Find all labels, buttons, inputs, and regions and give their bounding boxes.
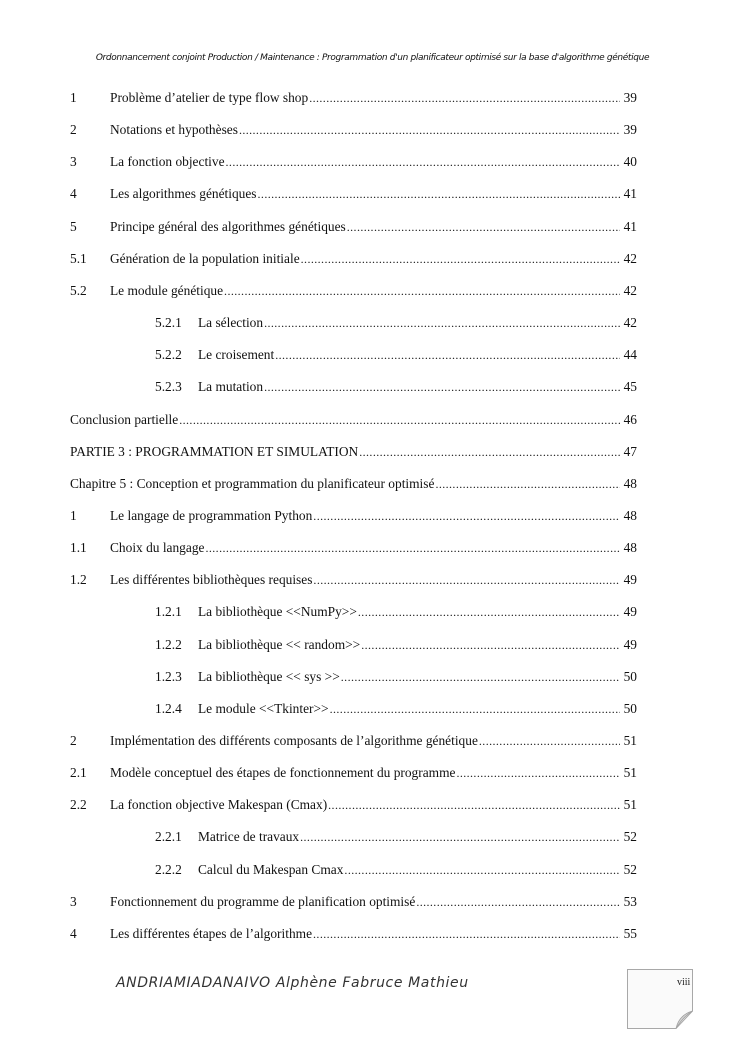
toc-dot-leader [361, 635, 620, 655]
toc-dot-leader [264, 377, 620, 397]
toc-entry-title: Notations et hypothèses [110, 122, 238, 138]
toc-entry-title: Calcul du Makespan Cmax [198, 861, 344, 877]
toc-entry-page: 50 [623, 668, 637, 684]
toc-entry-page: 51 [623, 765, 637, 781]
toc-dot-leader [416, 892, 620, 912]
toc-entry-title: La mutation [198, 379, 264, 395]
toc-entry-page: 52 [623, 829, 637, 845]
toc-entry-title: Modèle conceptuel des étapes de fonctionnement du programme [110, 765, 456, 781]
toc-entry-number: 1.2.2 [155, 636, 182, 652]
toc-entry-title: Le langage de programmation Python [110, 507, 313, 523]
toc-entry-number: 5 [70, 218, 77, 234]
toc-entry-page: 48 [623, 507, 637, 523]
toc-dot-leader [330, 699, 620, 719]
toc-entry[interactable] [155, 699, 637, 719]
toc-dot-leader [435, 474, 620, 494]
toc-entry-number: 2.2 [70, 797, 87, 813]
footer-author: ANDRIAMIADANAIVO Alphène Fabruce Mathieu [116, 975, 469, 991]
footer-page-number: viii [677, 977, 691, 988]
toc-entry-page: 47 [623, 443, 637, 459]
toc-entry-page: 51 [623, 733, 637, 748]
toc-entry-number: 3 [70, 893, 77, 909]
toc-entry-number: 5.2.3 [155, 379, 182, 395]
toc-entry[interactable] [70, 474, 637, 494]
toc-entry[interactable] [70, 410, 637, 430]
toc-entry[interactable] [155, 827, 637, 847]
toc-entry[interactable] [70, 152, 637, 172]
toc-entry[interactable] [70, 570, 637, 590]
toc-entry-page: 49 [623, 636, 637, 652]
toc-entry-page: 50 [623, 700, 637, 716]
toc-entry-page: 53 [623, 893, 637, 909]
toc-entry-page: 39 [623, 90, 637, 105]
toc-dot-leader [239, 120, 620, 140]
toc-entry-number: 2.2.2 [155, 861, 182, 877]
toc-dot-leader [313, 924, 620, 944]
toc-entry-number: 5.2.1 [155, 315, 182, 330]
toc-entry-page: 42 [623, 250, 637, 266]
toc-entry-page: 41 [623, 186, 637, 202]
toc-entry-page: 51 [623, 797, 637, 813]
toc-dot-leader [179, 410, 620, 430]
toc-dot-leader [328, 795, 620, 815]
toc-entry-number: 2.2.1 [155, 829, 182, 845]
toc-entry[interactable] [70, 892, 637, 912]
toc-entry-title: Les algorithmes génétiques [110, 186, 257, 202]
toc-entry[interactable] [155, 667, 637, 687]
toc-entry-title: Fonctionnement du programme de planification optimisé [110, 893, 416, 909]
toc-entry-title: Le module <<Tkinter>> [198, 700, 329, 716]
toc-dot-leader [313, 570, 620, 590]
toc-entry-page: 39 [623, 122, 637, 138]
toc-entry-title: Choix du langage [110, 540, 205, 556]
toc-entry-title: Matrice de travaux [198, 829, 300, 845]
toc-entry-page: 48 [623, 475, 637, 491]
toc-entry[interactable] [70, 795, 637, 815]
toc-dot-leader [456, 763, 620, 783]
toc-entry-number: 2.1 [70, 765, 87, 781]
toc-entry-title: Les différentes bibliothèques requises [110, 572, 313, 588]
toc-entry-page: 42 [623, 282, 637, 298]
toc-entry-number: 1 [70, 507, 77, 523]
toc-entry-title: Problème d’atelier de type flow shop [110, 90, 309, 105]
toc-entry-title: La bibliothèque <<NumPy>> [198, 604, 357, 620]
toc-entry[interactable] [70, 731, 637, 751]
toc-entry[interactable] [155, 860, 637, 880]
toc-entry-title: La sélection [198, 315, 264, 330]
toc-entry-number: 5.2.2 [155, 347, 182, 363]
toc-entry[interactable] [70, 763, 637, 783]
toc-entry-page: 42 [623, 315, 637, 330]
toc-entry-title: La bibliothèque << random>> [198, 636, 361, 652]
toc-entry-title: Principe général des algorithmes génétiques [110, 218, 346, 234]
toc-entry[interactable] [155, 635, 637, 655]
toc-entry-title: Génération de la population initiale [110, 250, 300, 266]
toc-entry-number: 5.1 [70, 250, 87, 266]
toc-entry-title: La fonction objective [110, 154, 225, 170]
toc-entry[interactable] [70, 184, 637, 204]
toc-entry-title: La bibliothèque << sys >> [198, 668, 340, 684]
toc-entry[interactable] [155, 345, 637, 365]
toc-entry-page: 48 [623, 540, 637, 556]
toc-entry-page: 46 [623, 411, 637, 427]
toc-entry-title: La fonction objective Makespan (Cmax) [110, 797, 328, 813]
toc-dot-leader [341, 667, 620, 687]
toc-dot-leader [344, 860, 620, 880]
toc-entry-number: 5.2 [70, 282, 87, 298]
toc-dot-leader [313, 506, 620, 526]
toc-entry[interactable] [70, 924, 637, 944]
toc-dot-leader [264, 313, 620, 333]
toc-entry[interactable] [70, 249, 637, 269]
toc-entry-page: 49 [623, 604, 637, 620]
toc-dot-leader [226, 152, 620, 172]
toc-entry-page: 44 [623, 347, 637, 363]
toc-entry[interactable] [70, 217, 637, 237]
toc-dot-leader [359, 442, 620, 462]
toc-entry-number: 4 [70, 186, 77, 202]
toc-entry-number: 3 [70, 154, 77, 170]
toc-entry[interactable] [155, 377, 637, 397]
toc-dot-leader [309, 88, 620, 108]
toc-entry-title: Les différentes étapes de l’algorithme [110, 925, 313, 941]
running-header: Ordonnancement conjoint Production / Maintenance : Programmation d'un planificateur optimisé sur la base d'algorithme génétique [95, 53, 650, 63]
toc-entry-number: 1.2.3 [155, 668, 182, 684]
toc-entry-title: Le module génétique [110, 282, 224, 298]
toc-dot-leader [275, 345, 620, 365]
toc-entry-number: 4 [70, 925, 77, 941]
toc-entry[interactable] [70, 88, 637, 108]
toc-entry-title: Le croisement [198, 347, 275, 363]
toc-entry-page: 45 [623, 379, 637, 395]
toc-dot-leader [205, 538, 620, 558]
toc-entry-page: 40 [623, 154, 637, 170]
toc-entry-number: 1 [70, 90, 77, 105]
toc-entry[interactable] [155, 313, 637, 333]
toc-entry[interactable] [70, 538, 637, 558]
toc-entry-number: 1.1 [70, 540, 87, 556]
toc-dot-leader [224, 281, 620, 301]
toc-entry-page: 41 [623, 218, 637, 234]
toc-dot-leader [347, 217, 620, 237]
toc-entry[interactable] [70, 120, 637, 140]
toc-dot-leader [258, 184, 620, 204]
toc-dot-leader [479, 731, 620, 751]
toc-entry-number: 1.2 [70, 572, 87, 588]
toc-dot-leader [358, 602, 620, 622]
toc-entry-page: 49 [623, 572, 637, 588]
toc-entry[interactable] [70, 506, 637, 526]
toc-entry-title: Chapitre 5 : Conception et programmation du planificateur optimisé [70, 475, 435, 491]
toc-entry-title: Implémentation des différents composants de l’algorithme génétique [110, 733, 478, 748]
toc-entry[interactable] [70, 281, 637, 301]
toc-entry-number: 2 [70, 733, 77, 748]
toc-entry[interactable] [70, 442, 637, 462]
toc-entry-title: Conclusion partielle [70, 411, 179, 427]
toc-entry-title: PARTIE 3 : PROGRAMMATION ET SIMULATION [70, 443, 359, 459]
toc-entry-page: 55 [623, 925, 637, 941]
toc-entry[interactable] [155, 602, 637, 622]
toc-dot-leader [301, 249, 620, 269]
toc-entry-number: 1.2.4 [155, 700, 182, 716]
toc-entry-number: 2 [70, 122, 77, 138]
toc-dot-leader [300, 827, 620, 847]
toc-entry-page: 52 [623, 861, 637, 877]
toc-entry-number: 1.2.1 [155, 604, 182, 620]
